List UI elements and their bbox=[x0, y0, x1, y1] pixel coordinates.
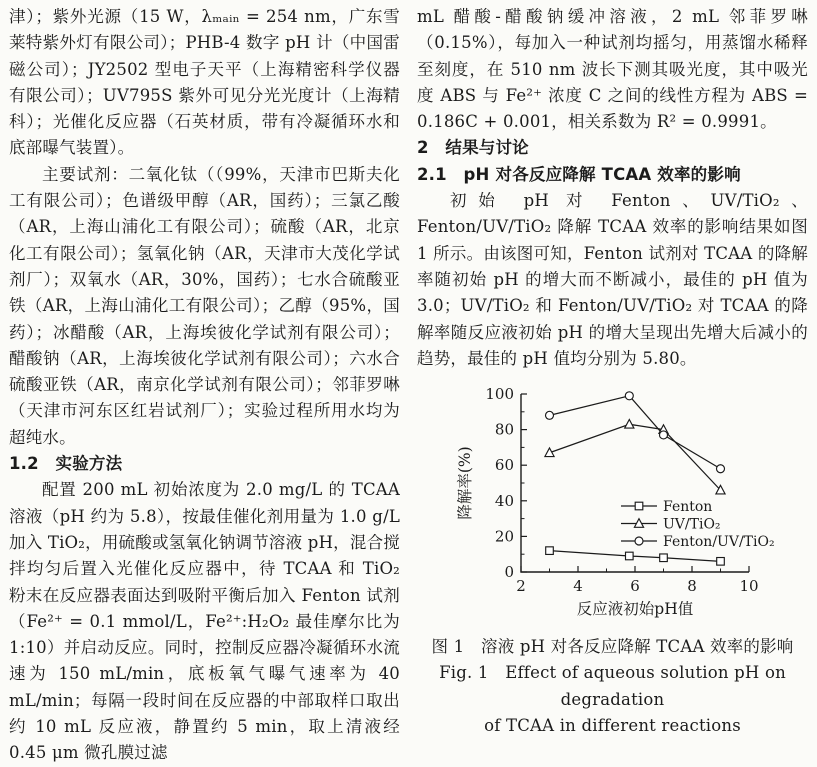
y-axis-label: 降解率(%) bbox=[455, 446, 474, 520]
series-line-0 bbox=[549, 551, 720, 562]
figure-caption-zh: 图 1 溶液 pH 对各反应降解 TCAA 效率的影响 bbox=[431, 637, 794, 657]
legend-2-circle-marker bbox=[635, 537, 643, 545]
line-chart-svg bbox=[453, 380, 783, 630]
y-tick-label: 80 bbox=[494, 420, 514, 439]
y-tick-label: 40 bbox=[494, 491, 514, 510]
x-tick-label: 4 bbox=[572, 577, 583, 596]
section-heading-1-2: 1.2 实验方法 bbox=[9, 454, 123, 474]
x-tick-label: 8 bbox=[686, 577, 697, 596]
x-tick-label: 2 bbox=[515, 577, 526, 596]
figure-1 bbox=[417, 380, 808, 739]
y-tick-label: 0 bbox=[503, 563, 514, 582]
y-tick-label: 60 bbox=[494, 456, 514, 475]
series-0-square-marker bbox=[659, 554, 667, 562]
paragraph-absorbance: mL 醋酸-醋酸钠缓冲溶液，2 mL 邻菲罗啉（0.15%），每加入一种试剂均摇匀，用蒸馏水稀释至刻度，在 510 nm 波长下测其吸光度，其中吸光度 ABS 与 Fe²⁺ 浓度 C 之间的线性方程为 ABS = 0.186C + 0.001，相关系数为 R² = 0.9991。 bbox=[417, 7, 808, 132]
series-line-1 bbox=[549, 424, 720, 490]
series-line-2 bbox=[549, 396, 720, 469]
series-1-triangle-marker bbox=[624, 420, 633, 429]
y-tick-label: 20 bbox=[494, 527, 514, 546]
series-2-circle-marker bbox=[659, 431, 667, 439]
series-0-square-marker bbox=[545, 547, 553, 555]
left-column bbox=[9, 4, 400, 763]
paragraph-reagents: 主要试剂：二氧化钛（（99%，天津市巴斯夫化工有限公司）；色谱级甲醇（AR，国药）；三氯乙酸（AR，上海山浦化工有限公司）；硫酸（AR，北京化工有限公司）；氢氧化钠（AR，天津市大茂化学试剂厂）；双氧水（AR，30%，国药）；七水合硫酸亚铁（AR，上海山浦化工有限公司）；乙醇（95%，国药）；冰醋酸（AR，上海埃彼化学试剂有限公司）；醋酸钠（AR，上海埃彼化学试剂有限公司）；六水合硫酸亚铁（AR，南京化学试剂有限公司）；邻菲罗啉（天津市河东区红岩试剂厂）；实验过程所用水均为超纯水。 bbox=[9, 164, 400, 447]
legend-label-2: Fenton/UV/TiO₂ bbox=[662, 534, 775, 551]
series-2-circle-marker bbox=[545, 412, 553, 420]
x-tick-label: 6 bbox=[629, 577, 640, 596]
paragraph-instruments: 津）；紫外光源（15 W，λₘₐᵢₙ = 254 nm，广东雪莱特紫外灯有限公司）；PHB-4 数字 pH 计（中国雷磁公司）；JY2502 型电子天平（上海精密科学仪器有限公司）；UV795S 紫外可见分光光度计（上海精科）；光催化反应器（石英材质，带有冷凝循环水和底部曝气装置）。 bbox=[9, 7, 400, 158]
series-0-square-marker bbox=[625, 552, 633, 560]
legend-label-0: Fenton bbox=[662, 499, 712, 516]
figure-caption-en-line1: Fig. 1 Effect of aqueous solution pH on degradation bbox=[439, 663, 786, 709]
section-heading-2: 2 结果与讨论 bbox=[417, 138, 529, 158]
y-tick-label: 100 bbox=[484, 385, 514, 404]
series-0-square-marker bbox=[716, 558, 724, 566]
section-heading-2-1: 2.1 pH 对各反应降解 TCAA 效率的影响 bbox=[417, 164, 741, 184]
series-2-circle-marker bbox=[625, 392, 633, 400]
figure-1-chart bbox=[453, 380, 783, 634]
paragraph-ph-discussion: 初始 pH 对 Fenton、UV/TiO₂、Fenton/UV/TiO₂ 降解 TCAA 效率的影响结果如图 1 所示。由该图可知，Fenton 试剂对 TCAA 的降解率随初始 pH 的增大而不断减小，最佳的 pH 值为 3.0；UV/TiO₂ 和 Fenton/UV/TiO₂ 对 TCAA 的降解率随反应液初始 pH 的增大呈现出先增大后减小的趋势，最佳的 pH 值均分别为 5.80。 bbox=[417, 191, 808, 368]
legend-0-square-marker bbox=[635, 502, 643, 510]
series-2-circle-marker bbox=[716, 465, 724, 473]
x-tick-label: 10 bbox=[738, 577, 759, 596]
x-axis-label: 反应液初始pH值 bbox=[576, 600, 693, 619]
paragraph-method: 配置 200 mL 初始浓度为 2.0 mg/L 的 TCAA 溶液（pH 约为 5.8），按最佳催化剂用量为 1.0 g/L 加入 TiO₂，用硫酸或氢氧化钠调节溶液 pH，混合搅拌均匀后置入光催化反应器中，待 TCAA 和 TiO₂ 粉末在反应器表面达到吸附平衡后加入 Fenton 试剂（Fe²⁺ = 0.1 mmol/L，Fe²⁺:H₂O₂ 最佳摩尔比为 1:10）并启动反应。同时，控制反应器冷凝循环水流速为 150 mL/min，底板氧气曝气速率为 40 mL/min；每隔一段时间在反应器的中部取样口取出约 10 mL 反应液，静置约 5 min，取上清液经 0.45 μm 微孔膜过滤 bbox=[9, 480, 400, 763]
figure-caption-en-line2: of TCAA in different reactions bbox=[484, 716, 741, 736]
right-column bbox=[417, 4, 808, 736]
legend-label-1: UV/TiO₂ bbox=[662, 516, 721, 533]
